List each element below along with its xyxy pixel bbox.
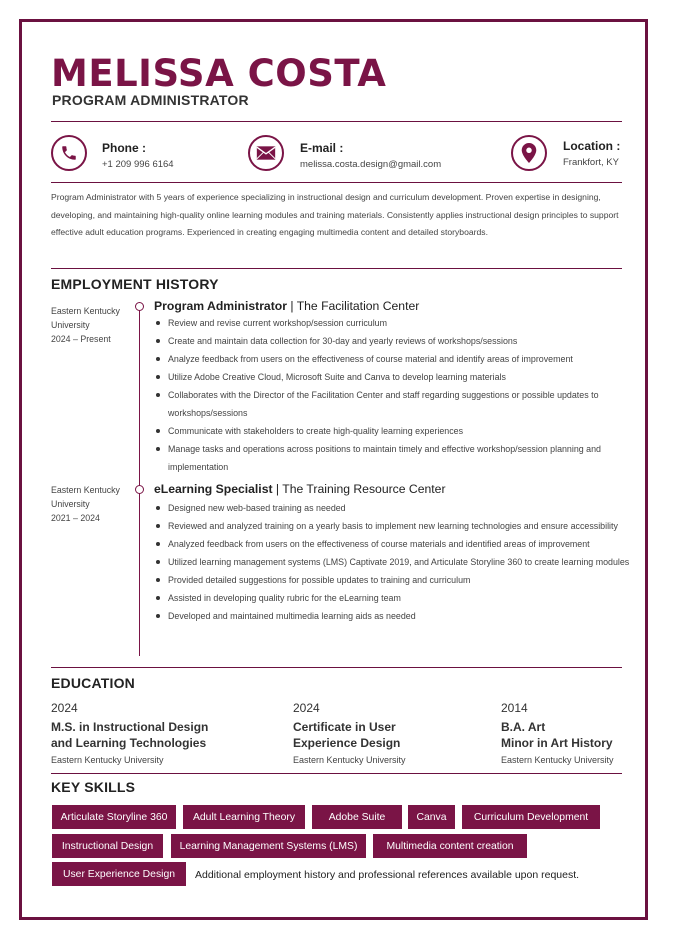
job-dates: 2021 – 2024 — [51, 513, 100, 523]
edu-degree — [501, 719, 626, 751]
location-icon-badge — [511, 135, 547, 171]
divider — [51, 268, 622, 269]
edu-school: Eastern Kentucky University — [501, 755, 614, 765]
job-meta — [51, 483, 133, 525]
divider — [51, 667, 622, 668]
divider — [51, 182, 622, 183]
location-label: Location : — [563, 139, 621, 153]
email-label: E-mail : — [300, 141, 344, 155]
email-value[interactable]: melissa.costa.design@gmail.com — [300, 159, 442, 170]
job-title-line — [154, 482, 446, 496]
edu-school: Eastern Kentucky University — [293, 755, 406, 765]
list-item: Review and revise current workshop/session curriculum — [154, 314, 631, 332]
candidate-name: MELISSA COSTA — [51, 52, 387, 95]
phone-label: Phone : — [102, 141, 146, 155]
skill-tag: User Experience Design — [52, 862, 186, 886]
education-item — [51, 701, 271, 765]
skill-tag: Articulate Storyline 360 — [52, 805, 176, 829]
education-item — [293, 701, 483, 765]
edu-year: 2024 — [51, 701, 78, 715]
phone-icon-badge — [51, 135, 87, 171]
job-title: Program Administrator — [154, 299, 287, 313]
timeline-dot — [135, 302, 144, 311]
timeline-dot — [135, 485, 144, 494]
phone-block — [102, 141, 174, 170]
edu-degree-line: Minor in Art History — [501, 736, 613, 750]
list-item: Reviewed and analyzed training on a yearly basis to implement new learning technologies and ensure accessibility — [154, 517, 631, 535]
email-icon-badge — [248, 135, 284, 171]
list-item: Analyze feedback from users on the effectiveness of course material and identify areas of improvement — [154, 350, 631, 368]
edu-year: 2024 — [293, 701, 320, 715]
skill-tag: Adobe Suite — [312, 805, 402, 829]
job-title-line — [154, 299, 419, 313]
edu-school: Eastern Kentucky University — [51, 755, 164, 765]
job-bullets — [154, 314, 631, 476]
list-item: Create and maintain data collection for 30-day and yearly reviews of workshops/sessions — [154, 332, 631, 350]
education-heading: EDUCATION — [51, 675, 135, 691]
phone-value: +1 209 996 6164 — [102, 159, 174, 170]
candidate-role: PROGRAM ADMINISTRATOR — [52, 92, 249, 108]
timeline-line — [139, 306, 140, 656]
skill-tag: Learning Management Systems (LMS) — [171, 834, 366, 858]
list-item: Developed and maintained multimedia learning aids as needed — [154, 607, 631, 625]
job-title: eLearning Specialist — [154, 482, 273, 496]
job-company: | The Facilitation Center — [290, 299, 420, 313]
job-org: Eastern Kentucky University — [51, 306, 120, 330]
job-meta — [51, 304, 133, 346]
skill-tag: Curriculum Development — [462, 805, 600, 829]
list-item: Utilized learning management systems (LMS) Captivate 2019, and Articulate Storyline 360 to create learning modules — [154, 553, 631, 571]
education-item — [501, 701, 626, 765]
profile-summary: Program Administrator with 5 years of experience specializing in instructional design and curriculum development. Proven expertise in designing, developing, and maintaining high-quality online learning modules and training materials. Consistently applies instructional design principles to support effective adult education programs. Experienced in creating engaging multimedia content and detailed storyboards. — [51, 192, 619, 238]
job-bullets — [154, 499, 631, 625]
edu-degree-line: and Learning Technologies — [51, 736, 207, 750]
edu-degree — [293, 719, 483, 751]
list-item: Assisted in developing quality rubric for the eLearning team — [154, 589, 631, 607]
envelope-icon — [256, 145, 276, 161]
skill-tag: Canva — [408, 805, 455, 829]
divider — [51, 121, 622, 122]
job-dates: 2024 – Present — [51, 334, 111, 344]
skill-tag: Instructional Design — [52, 834, 163, 858]
job-company: | The Training Resource Center — [275, 482, 446, 496]
skill-tag: Adult Learning Theory — [183, 805, 305, 829]
edu-degree-line: B.A. Art — [501, 720, 546, 734]
job-org: Eastern Kentucky University — [51, 485, 120, 509]
edu-degree — [51, 719, 271, 751]
list-item: Manage tasks and operations across positions to maintain timely and effective workshop/session planning and implementation — [154, 440, 631, 476]
edu-year: 2014 — [501, 701, 528, 715]
edu-degree-line: Certificate in User — [293, 720, 396, 734]
references-note: Additional employment history and professional references available upon request. — [195, 869, 580, 881]
edu-degree-line: M.S. in Instructional Design — [51, 720, 209, 734]
skills-heading: KEY SKILLS — [51, 779, 136, 795]
list-item: Utilize Adobe Creative Cloud, Microsoft Suite and Canva to develop learning materials — [154, 368, 631, 386]
skill-tag: Multimedia content creation — [373, 834, 527, 858]
list-item: Collaborates with the Director of the Facilitation Center and staff regarding suggestions or possible updates to workshops/sessions — [154, 386, 631, 422]
phone-icon — [60, 144, 78, 162]
list-item: Communicate with stakeholders to create high-quality learning experiences — [154, 422, 631, 440]
divider — [51, 773, 622, 774]
list-item: Provided detailed suggestions for possible updates to training and curriculum — [154, 571, 631, 589]
email-block — [300, 141, 441, 170]
location-block — [563, 139, 620, 168]
list-item: Designed new web-based training as needed — [154, 499, 631, 517]
location-value: Frankfort, KY — [563, 157, 619, 168]
location-pin-icon — [521, 143, 537, 163]
list-item: Analyzed feedback from users on the effectiveness of course materials and identified areas of improvement — [154, 535, 631, 553]
employment-heading: EMPLOYMENT HISTORY — [51, 276, 219, 292]
edu-degree-line: Experience Design — [293, 736, 401, 750]
